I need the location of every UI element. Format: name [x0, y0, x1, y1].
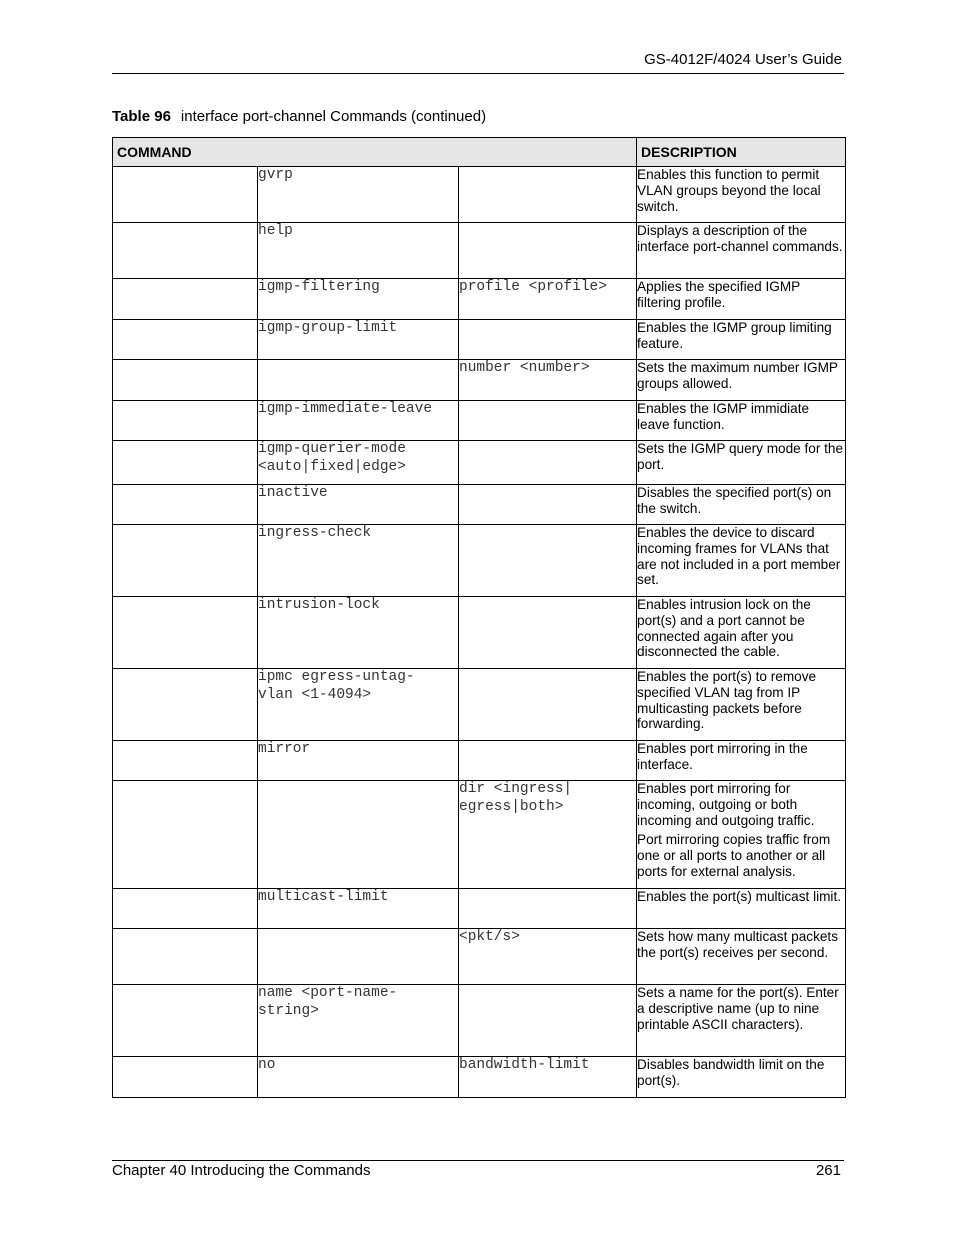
table-row: [113, 985, 846, 1057]
argument-cell: number <number>: [459, 360, 637, 401]
table-row: [113, 485, 846, 525]
command-cell: [113, 781, 258, 889]
argument-cell: [459, 223, 637, 279]
command-cell: [113, 929, 258, 985]
description-paragraph: Disables the specified port(s) on the switch.: [637, 485, 832, 516]
subcommand-cell: name <port-name- string>: [258, 985, 459, 1057]
subcommand-cell: [258, 929, 459, 985]
description-paragraph: Sets how many multicast packets the port(s) receives per second.: [637, 929, 838, 960]
table-row: [113, 167, 846, 223]
footer-chapter: Chapter 40 Introducing the Commands: [112, 1162, 371, 1179]
table-row: [113, 223, 846, 279]
header-divider: [112, 73, 844, 74]
command-column-header: COMMAND: [113, 138, 637, 167]
argument-cell: [459, 669, 637, 741]
description-paragraph: Enables the IGMP group limiting feature.: [637, 320, 832, 351]
table-header-row: [113, 138, 846, 167]
description-paragraph: Enables this function to permit VLAN groups beyond the local switch.: [637, 167, 821, 214]
subcommand-cell: [258, 781, 459, 889]
subcommand-cell: no: [258, 1057, 459, 1098]
subcommand-cell: igmp-querier-mode <auto|fixed|edge>: [258, 441, 459, 485]
subcommand-cell: igmp-immediate-leave: [258, 401, 459, 441]
table-row: [113, 441, 846, 485]
table-row: [113, 889, 846, 929]
description-paragraph: Enables the port(s) multicast limit.: [637, 889, 842, 904]
description-cell: [637, 781, 846, 889]
footer-page-number: 261: [815, 1162, 841, 1179]
description-cell: [637, 597, 846, 669]
command-cell: [113, 985, 258, 1057]
command-cell: [113, 360, 258, 401]
description-cell: [637, 441, 846, 485]
argument-cell: bandwidth-limit: [459, 1057, 637, 1098]
table-row: [113, 597, 846, 669]
description-paragraph: Sets the IGMP query mode for the port.: [637, 441, 844, 472]
subcommand-cell: multicast-limit: [258, 889, 459, 929]
table-caption-label: Table 96: [112, 108, 171, 125]
table-row: [113, 741, 846, 781]
command-cell: [113, 167, 258, 223]
description-cell: [637, 889, 846, 929]
argument-cell: profile <profile>: [459, 279, 637, 320]
command-cell: [113, 279, 258, 320]
subcommand-cell: mirror: [258, 741, 459, 781]
table-row: [113, 669, 846, 741]
subcommand-cell: intrusion-lock: [258, 597, 459, 669]
argument-cell: [459, 525, 637, 597]
argument-cell: [459, 741, 637, 781]
description-cell: [637, 360, 846, 401]
subcommand-cell: inactive: [258, 485, 459, 525]
commands-table: [112, 137, 846, 1098]
argument-cell: [459, 485, 637, 525]
description-paragraph: Disables bandwidth limit on the port(s).: [637, 1057, 825, 1088]
command-cell: [113, 889, 258, 929]
table-row: [113, 279, 846, 320]
argument-cell: [459, 985, 637, 1057]
description-paragraph: Applies the specified IGMP filtering profile.: [637, 279, 800, 310]
argument-cell: [459, 401, 637, 441]
description-cell: [637, 279, 846, 320]
description-cell: [637, 929, 846, 985]
command-cell: [113, 669, 258, 741]
subcommand-cell: igmp-group-limit: [258, 320, 459, 360]
subcommand-cell: [258, 360, 459, 401]
table-caption: [112, 108, 486, 125]
description-cell: [637, 669, 846, 741]
argument-cell: [459, 320, 637, 360]
description-paragraph: Enables the port(s) to remove specified VLAN tag from IP multicasting packets before forwarding.: [637, 669, 817, 732]
argument-cell: [459, 167, 637, 223]
page-header-title: GS-4012F/4024 User’s Guide: [644, 51, 842, 68]
description-paragraph: Sets the maximum number IGMP groups allowed.: [637, 360, 838, 391]
command-cell: [113, 401, 258, 441]
description-cell: [637, 1057, 846, 1098]
description-cell: [637, 741, 846, 781]
subcommand-cell: igmp-filtering: [258, 279, 459, 320]
description-cell: [637, 985, 846, 1057]
argument-cell: [459, 441, 637, 485]
description-paragraph: Enables the device to discard incoming frames for VLANs that are not included in a port member set.: [637, 525, 841, 588]
description-paragraph: Enables the IGMP immidiate leave function.: [637, 401, 810, 432]
command-cell: [113, 223, 258, 279]
description-paragraph: Port mirroring copies traffic from one or all ports to another or all ports for external analysis.: [637, 832, 831, 879]
command-cell: [113, 525, 258, 597]
description-cell: [637, 401, 846, 441]
description-cell: [637, 167, 846, 223]
argument-cell: dir <ingress| egress|both>: [459, 781, 637, 889]
command-cell: [113, 741, 258, 781]
footer-divider: [112, 1160, 844, 1161]
description-paragraph: Enables intrusion lock on the port(s) and a port cannot be connected again after you disconnected the cable.: [637, 597, 811, 660]
description-cell: [637, 485, 846, 525]
description-paragraph: Enables port mirroring for incoming, outgoing or both incoming and outgoing traffic.: [637, 781, 815, 828]
command-cell: [113, 597, 258, 669]
table-row: [113, 360, 846, 401]
subcommand-cell: gvrp: [258, 167, 459, 223]
description-cell: [637, 320, 846, 360]
table-row: [113, 401, 846, 441]
argument-cell: [459, 597, 637, 669]
argument-cell: <pkt/s>: [459, 929, 637, 985]
table-row: [113, 525, 846, 597]
table-row: [113, 781, 846, 889]
command-cell: [113, 485, 258, 525]
argument-cell: [459, 889, 637, 929]
table-row: [113, 1057, 846, 1098]
command-cell: [113, 320, 258, 360]
description-paragraph: Displays a description of the interface port-channel commands.: [637, 223, 843, 254]
description-cell: [637, 525, 846, 597]
table-row: [113, 320, 846, 360]
table-row: [113, 929, 846, 985]
description-column-header: DESCRIPTION: [637, 138, 846, 167]
subcommand-cell: ipmc egress-untag- vlan <1-4094>: [258, 669, 459, 741]
command-cell: [113, 441, 258, 485]
table-caption-text: interface port-channel Commands (continued): [180, 108, 487, 125]
description-paragraph: Sets a name for the port(s). Enter a descriptive name (up to nine printable ASCII characters).: [637, 985, 839, 1032]
description-paragraph: Enables port mirroring in the interface.: [637, 741, 808, 772]
command-cell: [113, 1057, 258, 1098]
table-body: [113, 167, 846, 1098]
subcommand-cell: help: [258, 223, 459, 279]
subcommand-cell: ingress-check: [258, 525, 459, 597]
description-cell: [637, 223, 846, 279]
